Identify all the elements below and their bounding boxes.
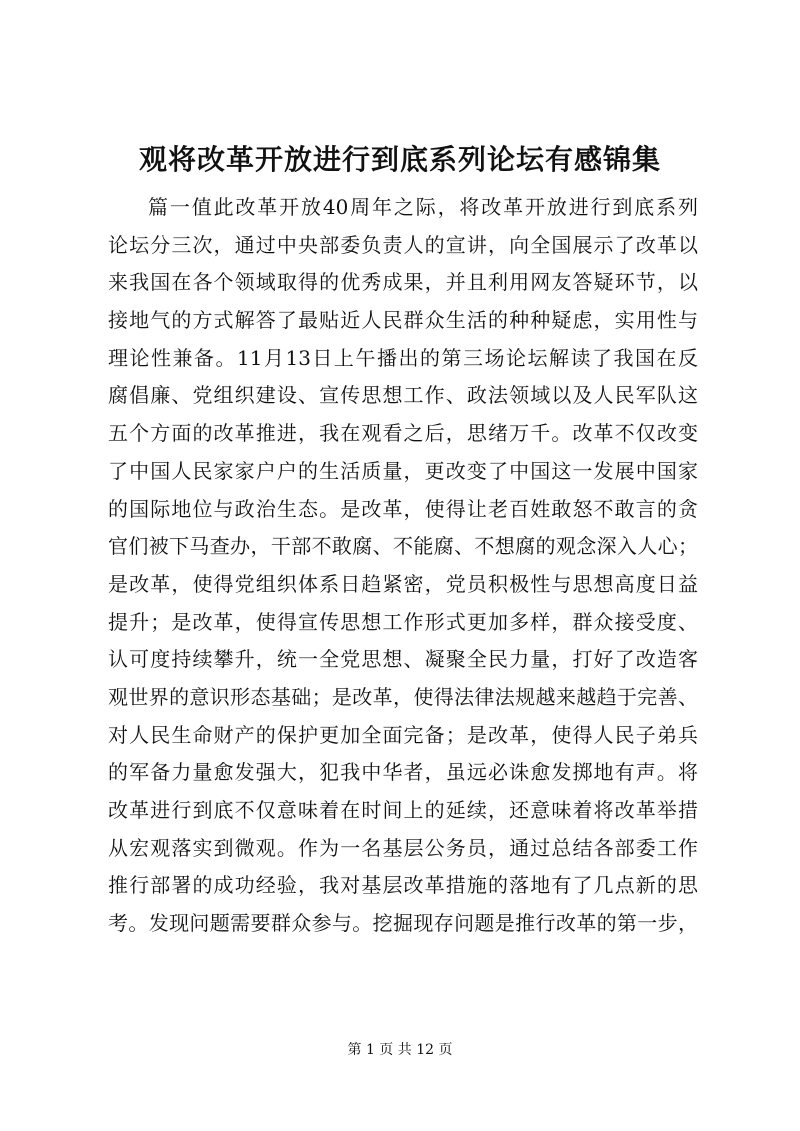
- body-line: 腐倡廉、党组织建设、宣传思想工作、政法领域以及人民军队这: [108, 383, 698, 408]
- body-line: 的军备力量愈发强大，犯我中华者，虽远必诛愈发掷地有声。将: [108, 760, 698, 785]
- document-title: 观将改革开放进行到底系列论坛有感锦集: [138, 143, 661, 176]
- body-line: 论坛分三次，通过中央部委负责人的宣讲，向全国展示了改革以: [108, 232, 698, 257]
- body-line: 推行部署的成功经验，我对基层改革措施的落地有了几点新的思: [108, 873, 698, 898]
- body-line: 改革进行到底不仅意味着在时间上的延续，还意味着将改革举措: [108, 798, 698, 822]
- body-line: 理论性兼备。11月13日上午播出的第三场论坛解读了我国在反: [108, 345, 698, 370]
- body-line: 从宏观落实到微观。作为一名基层公务员，通过总结各部委工作: [108, 835, 698, 860]
- body-line: 认可度持续攀升，统一全党思想、凝聚全民力量，打好了改造客: [108, 647, 698, 672]
- body-line: 篇一值此改革开放40周年之际，将改革开放进行到底系列: [148, 195, 698, 219]
- body-line: 提升；是改革，使得宣传思想工作形式更加多样，群众接受度、: [108, 609, 698, 634]
- body-line: 接地气的方式解答了最贴近人民群众生活的种种疑虑，实用性与: [108, 308, 698, 333]
- body-line: 了中国人民家家户户的生活质量，更改变了中国这一发展中国家: [108, 458, 698, 483]
- body-text: [108, 189, 698, 943]
- body-line: 五个方面的改革推进，我在观看之后，思绪万千。改革不仅改变: [108, 421, 698, 446]
- body-line: 观世界的意识形态基础；是改革，使得法律法规越来越趋于完善、: [108, 684, 698, 709]
- body-line: 考。发现问题需要群众参与。挖掘现存问题是推行改革的第一步，: [108, 911, 698, 936]
- body-line: 官们被下马查办，干部不敢腐、不能腐、不想腐的观念深入人心；: [108, 534, 698, 559]
- body-line: 对人民生命财产的保护更加全面完备；是改革，使得人民子弟兵: [108, 722, 698, 747]
- body-line: 来我国在各个领域取得的优秀成果，并且利用网友答疑环节，以: [108, 270, 698, 295]
- page-footer: 第 1 页 共 12 页: [347, 1042, 453, 1058]
- body-line: 是改革，使得党组织体系日趋紧密，党员积极性与思想高度日益: [108, 571, 698, 596]
- body-line: 的国际地位与政治生态。是改革，使得让老百姓敢怒不敢言的贪: [108, 496, 698, 521]
